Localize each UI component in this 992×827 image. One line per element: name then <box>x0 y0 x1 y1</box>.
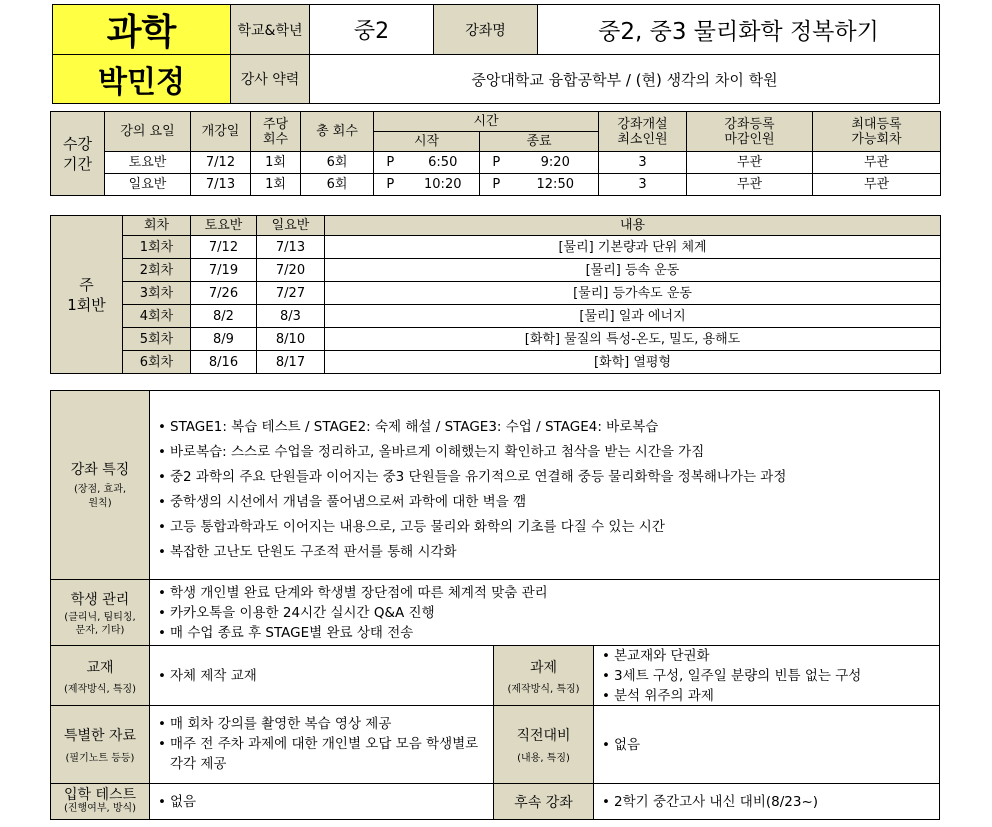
features-label: 강좌 특징 <box>70 462 130 478</box>
col-total: 총 회수 <box>301 112 374 152</box>
col-max: 최대등록 가능회차 <box>813 112 941 152</box>
col-min: 강좌개설 최소인원 <box>599 112 687 152</box>
cell-sat: 7/26 <box>191 282 257 305</box>
cell-content: [물리] 등가속도 운동 <box>325 282 941 305</box>
exam-prep-label-cell <box>494 706 594 784</box>
list-item: • 본교재와 단권화 <box>598 646 939 666</box>
table-row <box>51 305 941 328</box>
curriculum-label: 주 1회반 <box>51 216 123 374</box>
list-item: • 학생 개인별 완료 단계와 학생별 장단점에 따른 체계적 맞춤 관리 <box>154 583 939 603</box>
school-grade-label: 학교&학년 <box>237 22 303 39</box>
cell-weekly: 1회 <box>251 152 301 174</box>
cell-sat: 8/2 <box>191 305 257 328</box>
cell-content: [물리] 기본량과 단위 체계 <box>325 236 941 259</box>
cell-sat: 8/9 <box>191 328 257 351</box>
table-row <box>51 259 941 282</box>
cell-min: 3 <box>599 174 687 196</box>
entry-test-label-cell <box>50 784 150 820</box>
profile-value: 중앙대학교 융합공학부 / (현) 생각의 차이 학원 <box>471 70 778 89</box>
textbook-label-cell <box>50 646 150 706</box>
list-item: • 중학생의 시선에서 개념을 풀어냄으로써 과학에 대한 벽을 깸 <box>154 490 939 515</box>
management-content <box>150 580 940 646</box>
col-day: 강의 요일 <box>105 112 191 152</box>
cell-sun: 8/10 <box>257 328 325 351</box>
cell-day: 토요반 <box>105 152 191 174</box>
cell-sun: 7/27 <box>257 282 325 305</box>
list-item: • 없음 <box>154 792 196 812</box>
entry-test-label: 입학 테스트 <box>63 787 137 803</box>
cell-ampm: P <box>374 152 407 174</box>
cell-time-end: 12:50 <box>513 174 599 196</box>
teacher-name: 박민정 <box>98 65 185 100</box>
cell-content: [물리] 일과 에너지 <box>325 305 941 328</box>
cell-sun: 8/17 <box>257 351 325 374</box>
cell-ampm: P <box>480 174 513 196</box>
course-name-value: 중2, 중3 물리화학 정복하기 <box>598 19 879 45</box>
course-name-label: 강좌명 <box>465 22 506 39</box>
list-item: • 고등 통합과학과도 이어지는 내용으로, 고등 물리와 화학의 기초를 다질 수 있는 시간 <box>154 515 939 540</box>
materials-label-cell <box>50 706 150 784</box>
textbook-content <box>150 646 494 706</box>
list-item: • 3세트 구성, 일주일 분량의 빈틈 없는 구성 <box>598 666 939 686</box>
cell-time-start: 6:50 <box>407 152 480 174</box>
cell-sun: 8/3 <box>257 305 325 328</box>
schedule-table <box>50 111 941 196</box>
table-row <box>51 236 941 259</box>
list-item: • 분석 위주의 과제 <box>598 686 939 706</box>
table-row <box>51 351 941 374</box>
entry-test-sublabel: (진행여부, 방식) <box>63 803 137 814</box>
col-time-start: 시작 <box>374 132 480 152</box>
list-item: • 매주 전 주차 과제에 대한 개인별 오답 모음 학생별로 각각 제공 <box>154 734 487 774</box>
col-deadline: 강좌등록 마감인원 <box>687 112 813 152</box>
cell-content: [물리] 등속 운동 <box>325 259 941 282</box>
cell-weekly: 1회 <box>251 174 301 196</box>
followup-label: 후속 강좌 <box>514 794 573 811</box>
col-sat: 토요반 <box>191 216 257 236</box>
list-item: • 카카오톡을 이용한 24시간 실시간 Q&A 진행 <box>154 603 939 623</box>
cell-ampm: P <box>374 174 407 196</box>
cell-sat: 8/16 <box>191 351 257 374</box>
cell-max: 무관 <box>813 174 941 196</box>
period-label: 수강 기간 <box>51 112 105 196</box>
cell-time-end: 9:20 <box>513 152 599 174</box>
management-label: 학생 관리 <box>70 591 130 608</box>
col-sun: 일요반 <box>257 216 325 236</box>
list-item: • 없음 <box>598 735 640 755</box>
list-item: • 2학기 중간고사 내신 대비(8/23~) <box>598 792 818 812</box>
col-time: 시간 <box>374 112 599 132</box>
materials-label: 특별한 자료 <box>63 728 137 744</box>
school-grade-value: 중2 <box>353 19 390 44</box>
list-item: • 매 수업 종료 후 STAGE별 완료 상태 전송 <box>154 623 939 643</box>
exam-prep-content <box>594 706 940 784</box>
cell-total: 6회 <box>301 152 374 174</box>
textbook-sublabel: (제작방식, 특징) <box>63 683 137 695</box>
homework-content <box>594 646 940 706</box>
cell-session: 1회차 <box>123 236 191 259</box>
list-item: • 복잡한 고난도 단원도 구조적 판서를 통해 시각화 <box>154 540 939 565</box>
list-item: • 매 회차 강의를 촬영한 복습 영상 제공 <box>154 714 487 734</box>
cell-start: 7/12 <box>191 152 251 174</box>
materials-sublabel: (필기노트 등등) <box>65 753 135 764</box>
materials-content <box>150 706 494 784</box>
cell-day: 일요반 <box>105 174 191 196</box>
cell-session: 5회차 <box>123 328 191 351</box>
features-label-cell <box>50 390 150 580</box>
subject-title: 과학 <box>106 12 177 53</box>
table-row <box>51 174 941 196</box>
col-weekly: 주당 회수 <box>251 112 301 152</box>
followup-label-cell <box>494 784 594 820</box>
cell-session: 2회차 <box>123 259 191 282</box>
homework-sublabel: (제작방식, 특징) <box>507 683 580 695</box>
exam-prep-label: 직전대비 <box>516 728 571 744</box>
cell-min: 3 <box>599 152 687 174</box>
exam-prep-sublabel: (내용, 특징) <box>517 753 570 764</box>
cell-deadline: 무관 <box>687 174 813 196</box>
cell-session: 4회차 <box>123 305 191 328</box>
col-time-end: 종료 <box>480 132 599 152</box>
table-row <box>51 152 941 174</box>
features-sublabel: (장점, 효과, 원칙) <box>73 484 127 509</box>
cell-sat: 7/12 <box>191 236 257 259</box>
cell-deadline: 무관 <box>687 152 813 174</box>
curriculum-table <box>50 215 941 374</box>
table-row <box>51 328 941 351</box>
cell-session: 6회차 <box>123 351 191 374</box>
cell-sun: 7/13 <box>257 236 325 259</box>
col-content: 내용 <box>325 216 941 236</box>
cell-start: 7/13 <box>191 174 251 196</box>
cell-time-start: 10:20 <box>407 174 480 196</box>
cell-total: 6회 <box>301 174 374 196</box>
homework-label: 과제 <box>529 659 558 676</box>
cell-session: 3회차 <box>123 282 191 305</box>
list-item: • STAGE1: 복습 테스트 / STAGE2: 숙제 해설 / STAGE3: 수업 / STAGE4: 바로복습 <box>154 415 939 440</box>
cell-max: 무관 <box>813 152 941 174</box>
features-content <box>150 390 940 580</box>
profile-label: 강사 약력 <box>240 72 300 88</box>
entry-test-content <box>150 784 494 820</box>
followup-content <box>594 784 940 820</box>
management-sublabel: (클리닉, 팀티칭, 문자, 기타) <box>64 611 136 636</box>
list-item: • 중2 과학의 주요 단원들과 이어지는 중3 단원들을 유기적으로 연결해 중등 물리화학을 정복해나가는 과정 <box>154 465 939 490</box>
cell-content: [화학] 물질의 특성-온도, 밀도, 용해도 <box>325 328 941 351</box>
list-item: • 자체 제작 교재 <box>154 666 257 686</box>
cell-sun: 7/20 <box>257 259 325 282</box>
table-row <box>51 282 941 305</box>
textbook-label: 교재 <box>86 659 114 676</box>
cell-ampm: P <box>480 152 513 174</box>
list-item: • 바로복습: 스스로 수업을 정리하고, 올바르게 이해했는지 확인하고 첨삭을 받는 시간을 가짐 <box>154 440 939 465</box>
management-label-cell <box>50 580 150 646</box>
cell-sat: 7/19 <box>191 259 257 282</box>
cell-content: [화학] 열평형 <box>325 351 941 374</box>
homework-label-cell <box>494 646 594 706</box>
col-session: 회차 <box>123 216 191 236</box>
col-start-date: 개강일 <box>191 112 251 152</box>
